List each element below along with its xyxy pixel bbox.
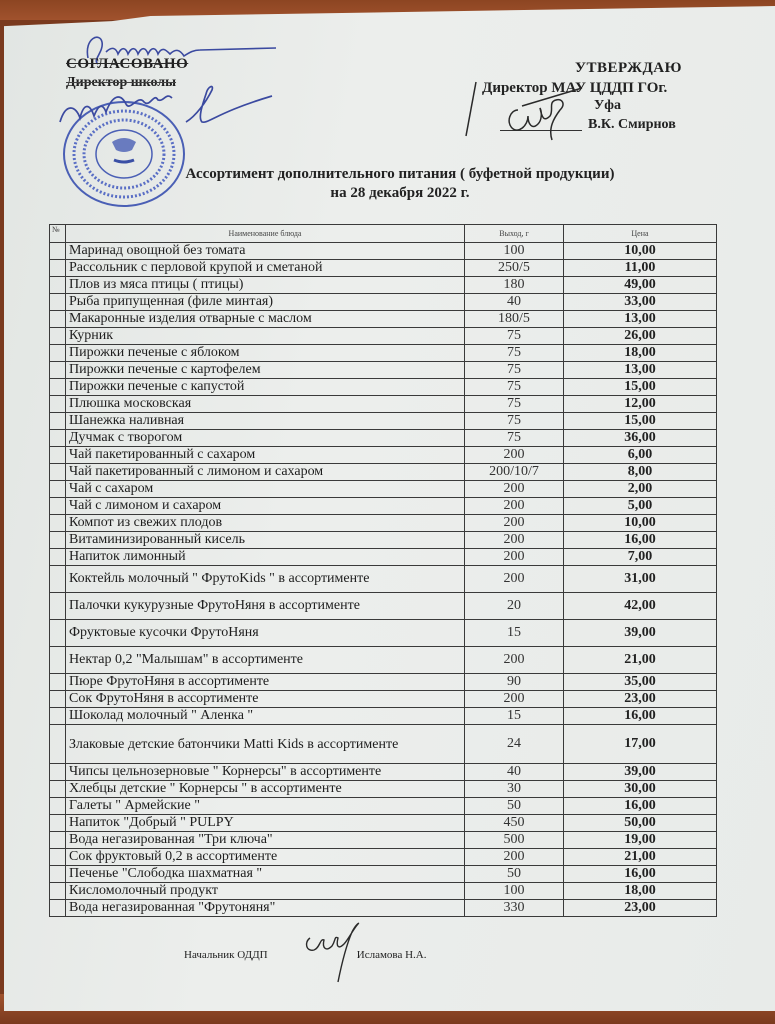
yield-cell: 100 [465,243,564,260]
yield-cell: 15 [465,708,564,725]
dish-name-cell: Витаминизированный кисель [66,532,465,549]
table-row [50,798,717,815]
table-row [50,866,717,883]
price-cell: 10,00 [564,243,717,260]
yield-cell: 90 [465,674,564,691]
dish-name-cell: Рыба припущенная (филе минтая) [66,294,465,311]
table-row [50,311,717,328]
table-row [50,708,717,725]
yield-cell: 100 [465,883,564,900]
price-cell: 39,00 [564,620,717,647]
table-row [50,883,717,900]
dish-name-cell: Пирожки печеные с капустой [66,379,465,396]
table-row [50,243,717,260]
price-cell: 30,00 [564,781,717,798]
price-cell: 11,00 [564,260,717,277]
yield-cell: 50 [465,798,564,815]
yield-cell: 450 [465,815,564,832]
yield-cell: 75 [465,379,564,396]
row-number-cell [50,674,66,691]
row-number-cell [50,243,66,260]
row-number-cell [50,481,66,498]
approval-left-position: Директор школы [66,75,177,90]
dish-name-cell: Напиток "Добрый " PULPY [66,815,465,832]
table-row [50,328,717,345]
dish-name-cell: Пирожки печеные с картофелем [66,362,465,379]
row-number-cell [50,781,66,798]
yield-cell: 200 [465,691,564,708]
footer-position: Начальник ОДДП [184,949,268,961]
row-number-cell [50,362,66,379]
table-row [50,362,717,379]
row-number-cell [50,413,66,430]
table-row [50,764,717,781]
price-cell: 35,00 [564,674,717,691]
table-body [50,243,717,917]
row-number-cell [50,725,66,764]
table-row [50,430,717,447]
dish-name-cell: Шоколад молочный " Аленка " [66,708,465,725]
row-number-cell [50,708,66,725]
dish-name-cell: Плюшка московская [66,396,465,413]
row-number-cell [50,396,66,413]
table-row [50,464,717,481]
row-number-cell [50,532,66,549]
row-number-cell [50,691,66,708]
price-cell: 33,00 [564,294,717,311]
dish-name-cell: Курник [66,328,465,345]
row-number-cell [50,447,66,464]
yield-cell: 75 [465,396,564,413]
price-cell: 2,00 [564,481,717,498]
dish-name-cell: Шанежка наливная [66,413,465,430]
col-header-num: № [50,225,66,243]
price-cell: 10,00 [564,515,717,532]
table-row [50,481,717,498]
approval-right-city: Уфа [594,98,621,113]
approval-left-heading: СОГЛАСОВАНО [66,56,189,72]
row-number-cell [50,294,66,311]
row-number-cell [50,498,66,515]
dish-name-cell: Чипсы цельнозерновые " Корнерсы" в ассортименте [66,764,465,781]
yield-cell: 200 [465,532,564,549]
row-number-cell [50,620,66,647]
dish-name-cell: Маринад овощной без томата [66,243,465,260]
yield-cell: 500 [465,832,564,849]
price-cell: 6,00 [564,447,717,464]
row-number-cell [50,430,66,447]
yield-cell: 75 [465,362,564,379]
yield-cell: 40 [465,764,564,781]
dish-name-cell: Сок фруктовый 0,2 в ассортименте [66,849,465,866]
dish-name-cell: Вода негазированная "Фрутоняня" [66,900,465,917]
row-number-cell [50,311,66,328]
row-number-cell [50,328,66,345]
row-number-cell [50,345,66,362]
price-cell: 12,00 [564,396,717,413]
dish-name-cell: Плов из мяса птицы ( птицы) [66,277,465,294]
price-cell: 16,00 [564,866,717,883]
price-cell: 36,00 [564,430,717,447]
table-row [50,379,717,396]
footer-name: Исламова Н.А. [356,949,427,961]
table-row [50,345,717,362]
table-row [50,691,717,708]
row-number-cell [50,866,66,883]
yield-cell: 30 [465,781,564,798]
table-row [50,781,717,798]
row-number-cell [50,549,66,566]
row-number-cell [50,815,66,832]
table-row [50,593,717,620]
table-row [50,498,717,515]
row-number-cell [50,647,66,674]
table-row [50,849,717,866]
school-director-signature [56,82,276,128]
dish-name-cell: Чай с лимоном и сахаром [66,498,465,515]
row-number-cell [50,883,66,900]
price-cell: 13,00 [564,362,717,379]
table-row [50,832,717,849]
row-number-cell [50,832,66,849]
price-cell: 16,00 [564,532,717,549]
dish-name-cell: Нектар 0,2 "Малышам" в ассортименте [66,647,465,674]
price-cell: 49,00 [564,277,717,294]
assortment-table [49,224,717,917]
yield-cell: 200 [465,647,564,674]
dish-name-cell: Чай пакетированный с лимоном и сахаром [66,464,465,481]
price-cell: 23,00 [564,691,717,708]
price-cell: 16,00 [564,708,717,725]
table-row [50,647,717,674]
price-cell: 26,00 [564,328,717,345]
table-row [50,277,717,294]
yield-cell: 200 [465,515,564,532]
col-header-yield: Выход, г [465,225,564,243]
dish-name-cell: Коктейль молочный " ФрутоKids " в ассортименте [66,566,465,593]
yield-cell: 200/10/7 [465,464,564,481]
row-number-cell [50,260,66,277]
row-number-cell [50,515,66,532]
yield-cell: 15 [465,620,564,647]
price-cell: 16,00 [564,798,717,815]
yield-cell: 50 [465,866,564,883]
dish-name-cell: Компот из свежих плодов [66,515,465,532]
approval-right-heading: УТВЕРЖДАЮ [574,60,682,76]
footer-signature [300,922,370,988]
yield-cell: 40 [465,294,564,311]
dish-name-cell: Чай пакетированный с сахаром [66,447,465,464]
dish-name-cell: Напиток лимонный [66,549,465,566]
row-number-cell [50,798,66,815]
yield-cell: 200 [465,849,564,866]
col-header-price: Цена [564,225,717,243]
yield-cell: 75 [465,345,564,362]
dish-name-cell: Хлебцы детские " Корнерсы " в ассортименте [66,781,465,798]
price-cell: 50,00 [564,815,717,832]
table-row [50,532,717,549]
table-row [50,566,717,593]
row-number-cell [50,900,66,917]
table-row [50,620,717,647]
yield-cell: 330 [465,900,564,917]
price-cell: 21,00 [564,647,717,674]
price-cell: 7,00 [564,549,717,566]
price-cell: 13,00 [564,311,717,328]
dish-name-cell: Вода негазированная "Три ключа" [66,832,465,849]
yield-cell: 180/5 [465,311,564,328]
yield-cell: 200 [465,566,564,593]
yield-cell: 75 [465,430,564,447]
yield-cell: 75 [465,413,564,430]
table-row [50,900,717,917]
row-number-cell [50,849,66,866]
price-cell: 8,00 [564,464,717,481]
table-row [50,725,717,764]
dish-name-cell: Кисломолочный продукт [66,883,465,900]
yield-cell: 250/5 [465,260,564,277]
row-number-cell [50,593,66,620]
document-title [140,166,660,202]
dish-name-cell: Чай с сахаром [66,481,465,498]
dish-name-cell: Сок ФрутоНяня в ассортименте [66,691,465,708]
price-cell: 23,00 [564,900,717,917]
yield-cell: 200 [465,549,564,566]
price-cell: 5,00 [564,498,717,515]
yield-cell: 200 [465,447,564,464]
row-number-cell [50,379,66,396]
dish-name-cell: Пюре ФрутоНяня в ассортименте [66,674,465,691]
price-cell: 19,00 [564,832,717,849]
table-row [50,515,717,532]
col-header-name: Наименование блюда [66,225,465,243]
dish-name-cell: Макаронные изделия отварные с маслом [66,311,465,328]
table-row [50,674,717,691]
price-cell: 31,00 [564,566,717,593]
row-number-cell [50,566,66,593]
table-row [50,447,717,464]
row-number-cell [50,764,66,781]
dish-name-cell: Фруктовые кусочки ФрутоНяня [66,620,465,647]
document-title-line1: Ассортимент дополнительного питания ( буфетной продукции) [185,166,615,182]
yield-cell: 20 [465,593,564,620]
price-cell: 18,00 [564,883,717,900]
table-row [50,396,717,413]
dish-name-cell: Палочки кукурузные ФрутоНяня в ассортименте [66,593,465,620]
price-cell: 17,00 [564,725,717,764]
table-row [50,815,717,832]
table-row [50,549,717,566]
price-cell: 42,00 [564,593,717,620]
approval-right-name: В.К. Смирнов [588,117,676,132]
price-cell: 15,00 [564,413,717,430]
price-cell: 39,00 [564,764,717,781]
table-row [50,413,717,430]
row-number-cell [50,464,66,481]
dish-name-cell: Галеты " Армейские " [66,798,465,815]
table-header-row [50,225,717,243]
dish-name-cell: Рассольник с перловой крупой и сметаной [66,260,465,277]
dish-name-cell: Печенье "Слободка шахматная " [66,866,465,883]
row-number-cell [50,277,66,294]
yield-cell: 180 [465,277,564,294]
price-cell: 21,00 [564,849,717,866]
price-cell: 15,00 [564,379,717,396]
price-cell: 18,00 [564,345,717,362]
approval-right-position: Директор МАУ ЦДДП ГОг. [482,80,668,96]
dish-name-cell: Дучмак с творогом [66,430,465,447]
yield-cell: 75 [465,328,564,345]
approver-signature [462,76,602,156]
yield-cell: 200 [465,498,564,515]
table-row [50,294,717,311]
yield-cell: 24 [465,725,564,764]
yield-cell: 200 [465,481,564,498]
document-title-date: на 28 декабря 2022 г. [330,185,470,201]
table-row [50,260,717,277]
dish-name-cell: Злаковые детские батончики Matti Kids в ассортименте [66,725,465,764]
dish-name-cell: Пирожки печеные с яблоком [66,345,465,362]
